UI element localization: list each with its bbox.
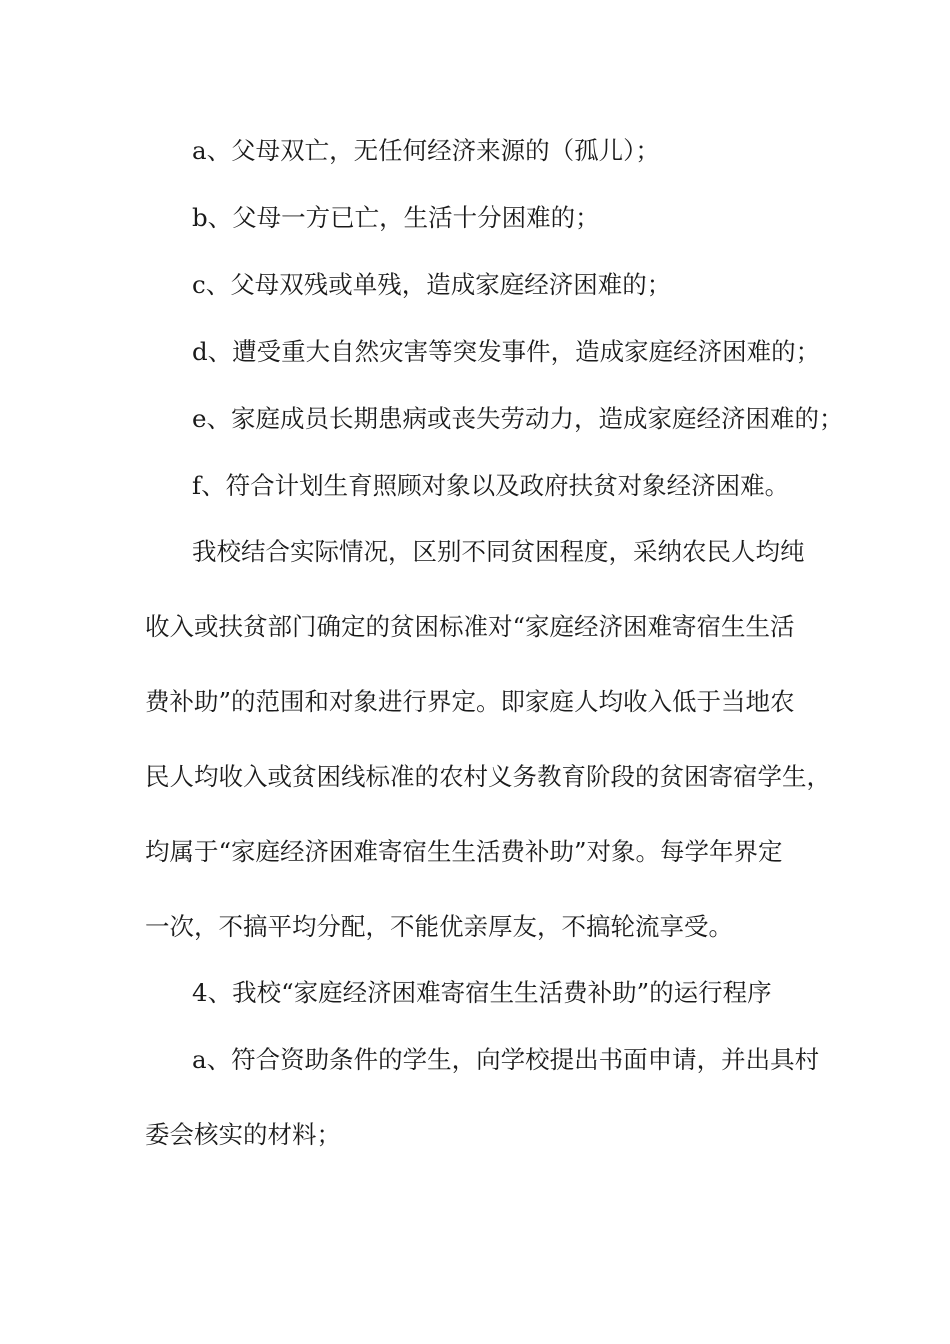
paragraph-line: 收入或扶贫部门确定的贫困标准对“家庭经济困难寄宿生生活	[145, 612, 795, 641]
paragraph-line: 一次，不搞平均分配，不能优亲厚友，不搞轮流享受。	[145, 912, 733, 941]
section-heading: 4、我校“家庭经济困难寄宿生生活费补助”的运行程序	[192, 978, 772, 1007]
list-item: d、遭受重大自然灾害等突发事件，造成家庭经济困难的；	[192, 337, 821, 366]
list-item: e、家庭成员长期患病或丧失劳动力，造成家庭经济困难的；	[192, 404, 844, 433]
paragraph-line: 费补助”的范围和对象进行界定。即家庭人均收入低于当地农	[145, 687, 795, 716]
paragraph-line: 民人均收入或贫困线标准的农村义务教育阶段的贫困寄宿学生，	[145, 762, 831, 791]
list-item: c、父母双残或单残，造成家庭经济困难的；	[192, 270, 672, 299]
procedure-line: 委会核实的材料；	[145, 1120, 341, 1149]
list-item: b、父母一方已亡，生活十分困难的；	[192, 203, 600, 232]
list-item: f、符合计划生育照顾对象以及政府扶贫对象经济困难。	[192, 471, 790, 500]
paragraph-line: 均属于“家庭经济困难寄宿生生活费补助”对象。每学年界定	[145, 837, 783, 866]
procedure-line: a、符合资助条件的学生，向学校提出书面申请，并出具村	[192, 1045, 820, 1074]
paragraph-line: 我校结合实际情况，区别不同贫困程度，采纳农民人均纯	[192, 537, 805, 566]
list-item: a、父母双亡，无任何经济来源的（孤儿）；	[192, 136, 660, 165]
